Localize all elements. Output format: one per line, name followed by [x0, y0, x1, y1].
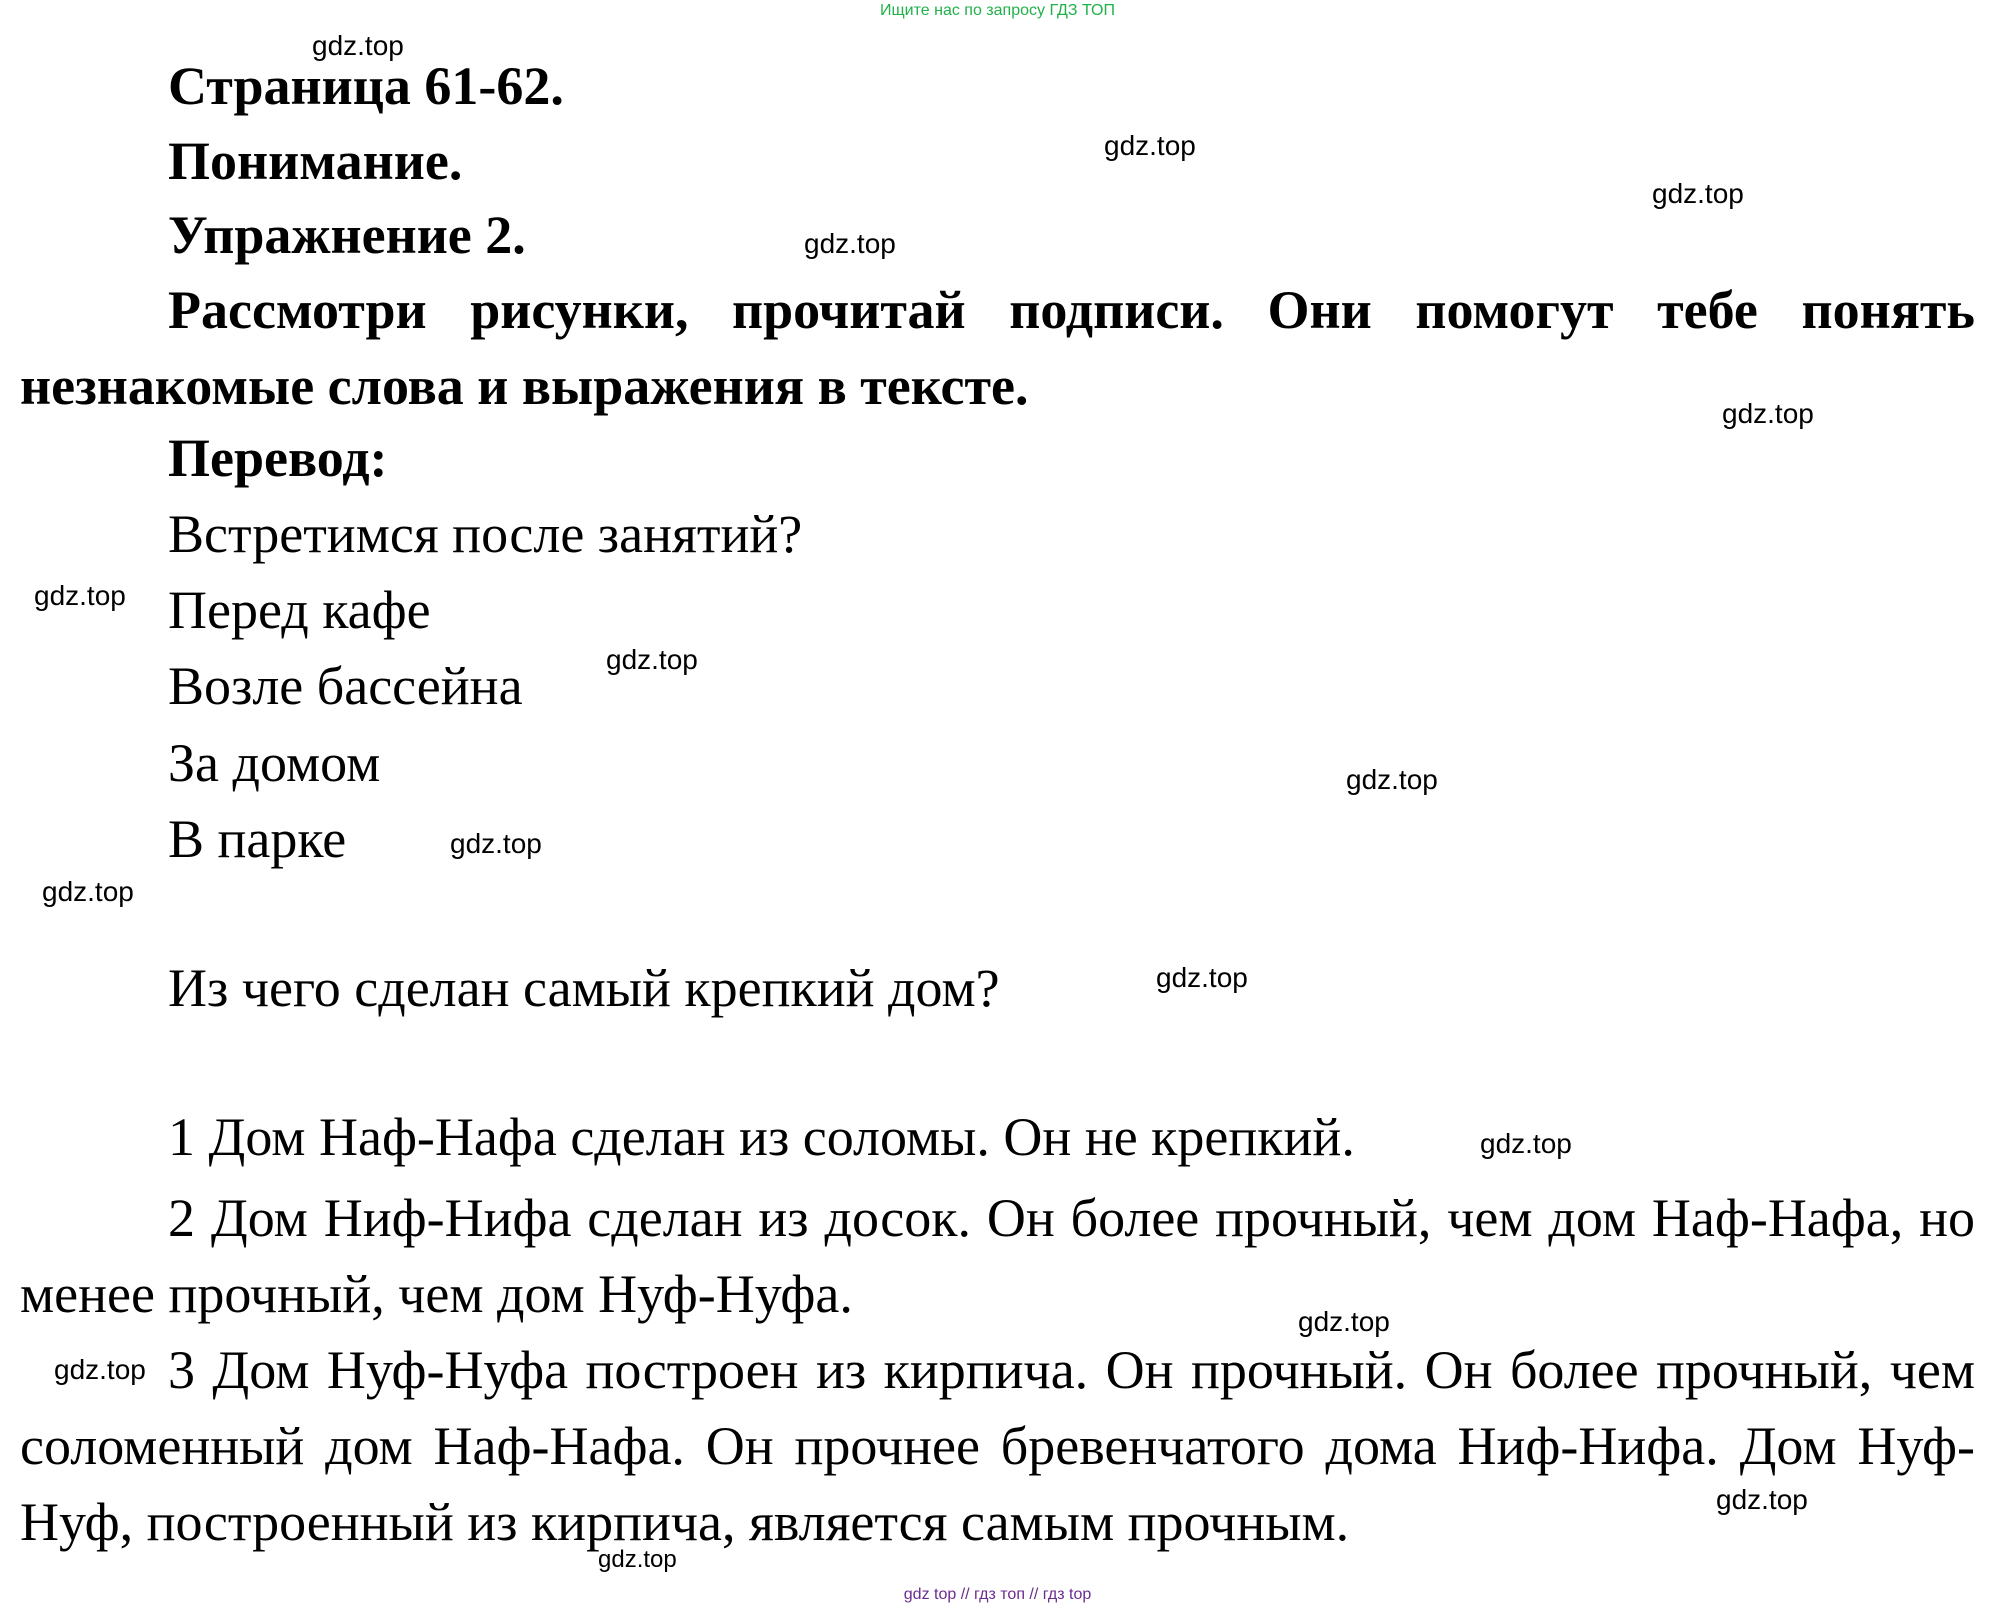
section-title: Понимание. — [168, 131, 463, 191]
translation-label: Перевод: — [168, 428, 388, 488]
top-banner: Ищите нас по запросу ГДЗ ТОП — [880, 2, 1115, 19]
watermark-text: gdz.top — [1652, 178, 1744, 209]
watermark-text: gdz.top — [606, 644, 698, 675]
watermark-text: gdz.top — [34, 580, 126, 611]
answer-3: 3 Дом Нуф-Нуфа построен из кирпича. Он прочный. Он более прочный, чем соломенный дом Наф-Нафа. Он прочнее бревенчатого дома Ниф-Нифа. Дом Нуф-Нуф, построенный из кирпича, является самым прочным. — [20, 1340, 1975, 1552]
watermark-text: gdz.top — [1298, 1306, 1390, 1337]
phrase-item: Возле бассейна — [168, 656, 523, 716]
watermark-text: gdz.top — [1346, 764, 1438, 795]
answer-2: 2 Дом Ниф-Нифа сделан из досок. Он более прочный, чем дом Наф-Нафа, но менее прочный, чем дом Нуф-Нуфа. — [20, 1188, 1975, 1324]
exercise-title: Упражнение 2. — [168, 205, 526, 265]
watermark-text: gdz.top — [1480, 1128, 1572, 1159]
question-text: Из чего сделан самый крепкий дом? — [168, 958, 1000, 1018]
watermark-text: gdz.top — [450, 828, 542, 859]
phrase-item: В парке — [168, 809, 347, 869]
watermark-text: gdz.top — [804, 228, 896, 259]
watermark-text: gdz.top — [1156, 962, 1248, 993]
watermark-text: gdz.top — [1716, 1484, 1808, 1515]
page-title: Страница 61-62. — [168, 56, 564, 116]
watermark-text: gdz.top — [42, 876, 134, 907]
phrase-item: Встретимся после занятий? — [168, 504, 803, 564]
watermark-text: gdz.top — [54, 1354, 146, 1385]
phrase-item: За домом — [168, 733, 381, 793]
watermark-text: gdz.top — [312, 30, 404, 61]
task-text: Рассмотри рисунки, прочитай подписи. Они помогут тебе понять незнакомые слова и выражения в тексте. — [20, 280, 1975, 416]
answer-1: 1 Дом Наф-Нафа сделан из соломы. Он не крепкий. — [168, 1107, 1355, 1167]
bottom-banner: gdz top // гдз топ // гдз top — [903, 1586, 1092, 1603]
watermark-text: gdz.top — [1104, 130, 1196, 161]
phrase-item: Перед кафе — [168, 580, 431, 640]
watermark-text: gdz.top — [598, 1546, 677, 1573]
watermark-text: gdz.top — [1722, 398, 1814, 429]
